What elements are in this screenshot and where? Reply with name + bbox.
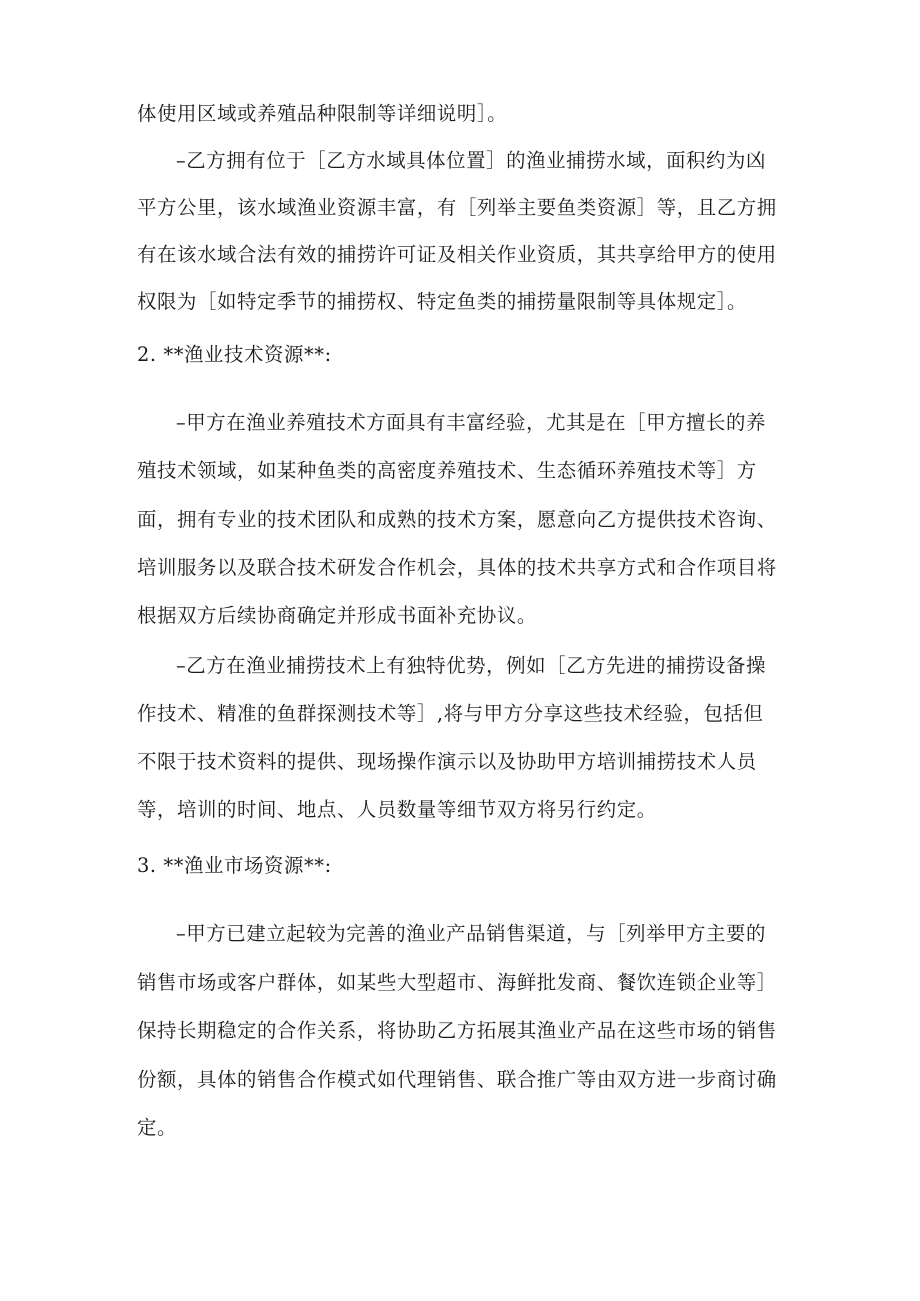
text-line: –甲方已建立起较为完善的渔业产品销售渠道，与［列举甲方主要的 <box>176 922 767 945</box>
text-line: –甲方在渔业养殖技术方面具有丰富经验，尤其是在［甲方擅长的养 <box>176 411 767 434</box>
text-line: 保持长期稳定的合作关系，将协助乙方拓展其渔业产品在这些市场的销售 <box>137 1019 777 1042</box>
text-line: 面，拥有专业的技术团队和成熟的技术方案，愿意向乙方提供技术咨询、 <box>137 508 777 531</box>
text-line: 销售市场或客户群体，如某些大型超市、海鲜批发商、餐饮连锁企业等］ <box>137 971 777 994</box>
text-line: 平方公里，该水域渔业资源丰富，有［列举主要鱼类资源］等，且乙方拥 <box>137 196 777 219</box>
text-line: 殖技术领域，如某种鱼类的高密度养殖技术、生态循环养殖技术等］方 <box>137 459 757 482</box>
text-line: 不限于技术资料的提供、现场操作演示以及协助甲方培训捕捞技术人员 <box>137 750 757 773</box>
text-line: 根据双方后续协商确定并形成书面补充协议。 <box>137 604 537 627</box>
text-line: –乙方在渔业捕捞技术上有独特优势，例如［乙方先进的捕捞设备操 <box>176 654 767 677</box>
text-line: 定。 <box>137 1116 177 1139</box>
text-line: 有在该水域合法有效的捕捞许可证及相关作业资质，其共享给甲方的使用 <box>137 243 777 266</box>
text-line: 权限为［如特定季节的捕捞权、特定鱼类的捕捞量限制等具体规定］。 <box>137 290 748 313</box>
text-line: 作技术、精准的鱼群探测技术等］,将与甲方分享这些技术经验，包括但 <box>137 702 764 725</box>
text-line: 等，培训的时间、地点、人员数量等细节双方将另行约定。 <box>137 798 657 821</box>
text-line: 份额，具体的销售合作模式如代理销售、联合推广等由双方进一步商讨确 <box>137 1068 777 1091</box>
text-line: 培训服务以及联合技术研发合作机会，具体的技术共享方式和合作项目将 <box>137 556 777 579</box>
section-heading: 2. **渔业技术资源**: <box>137 343 332 366</box>
text-line: –乙方拥有位于［乙方水域具体位置］的渔业捕捞水域，面积约为凶 <box>176 149 767 172</box>
section-heading: 3. **渔业市场资源**: <box>137 854 332 877</box>
text-line: 体使用区域或养殖品种限制等详细说明］。 <box>137 102 508 125</box>
